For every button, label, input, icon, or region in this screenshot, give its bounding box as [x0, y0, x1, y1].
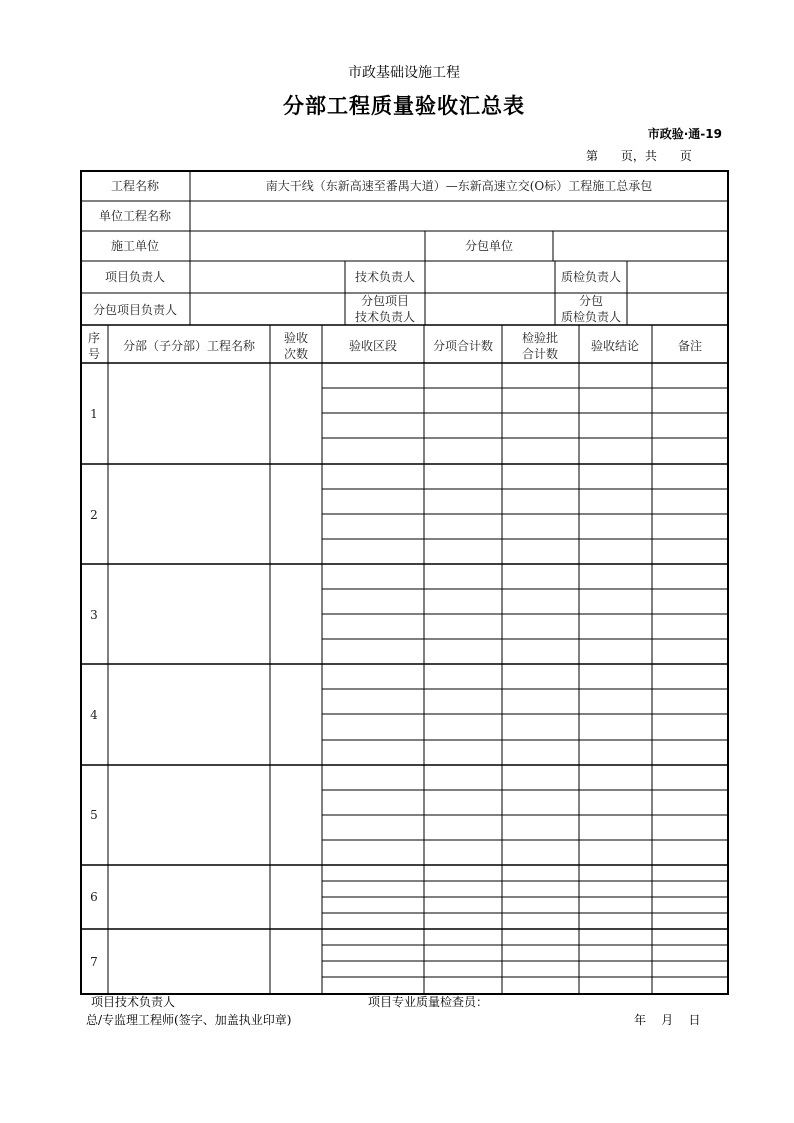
row-number: 1 — [90, 407, 98, 421]
sub-tech-manager-label-2: 技术负责人 — [354, 310, 416, 324]
project-manager-label: 项目负责人 — [104, 270, 166, 284]
footer-supervisor: 总/专监理工程师(签字、加盖执业印章) — [86, 1013, 292, 1027]
page-info: 第 页，共 页 — [586, 149, 692, 163]
construction-unit-label: 施工单位 — [110, 239, 160, 253]
col-count-2: 次数 — [283, 347, 309, 361]
col-conclusion: 验收结论 — [590, 339, 640, 353]
row-number: 3 — [90, 608, 98, 622]
row-number: 2 — [90, 508, 98, 522]
sub-tech-manager-label-1: 分包项目 — [360, 294, 410, 308]
project-name-value: 南大干线（东新高速至番禺大道）—东新高速立交(O标）工程施工总承包 — [265, 179, 653, 193]
col-name: 分部（子分部）工程名称 — [122, 339, 256, 353]
col-remarks: 备注 — [677, 339, 703, 353]
qc-manager-label: 质检负责人 — [560, 270, 622, 284]
sub-qc-label-1: 分包 — [578, 294, 604, 308]
row-number: 4 — [90, 708, 98, 722]
col-seq-2: 号 — [87, 347, 101, 361]
tech-manager-label: 技术负责人 — [354, 270, 416, 284]
col-items: 分项合计数 — [432, 339, 494, 353]
subcontract-unit-label: 分包单位 — [464, 239, 514, 253]
col-batches-2: 合计数 — [521, 347, 559, 361]
footer-quality-inspector: 项目专业质量检查员： — [368, 995, 489, 1009]
row-number: 5 — [90, 808, 98, 822]
col-batches-1: 检验批 — [521, 331, 559, 345]
row-number: 7 — [90, 955, 98, 969]
form-title: 分部工程质量验收汇总表 — [283, 93, 525, 118]
col-seq-1: 序 — [87, 331, 101, 345]
col-count-1: 验收 — [283, 331, 309, 345]
sub-qc-label-2: 质检负责人 — [560, 310, 622, 324]
col-section: 验收区段 — [348, 339, 398, 353]
form-code: 市政验·通-19 — [647, 127, 722, 141]
row-number: 6 — [90, 890, 98, 904]
sub-project-manager-label: 分包项目负责人 — [92, 303, 178, 317]
footer-date: 年 月 日 — [634, 1013, 701, 1027]
footer-tech-manager: 项目技术负责人 — [91, 995, 176, 1009]
project-name-label: 工程名称 — [110, 179, 160, 193]
form-subtitle: 市政基础设施工程 — [348, 65, 460, 81]
unit-project-label: 单位工程名称 — [98, 209, 172, 223]
